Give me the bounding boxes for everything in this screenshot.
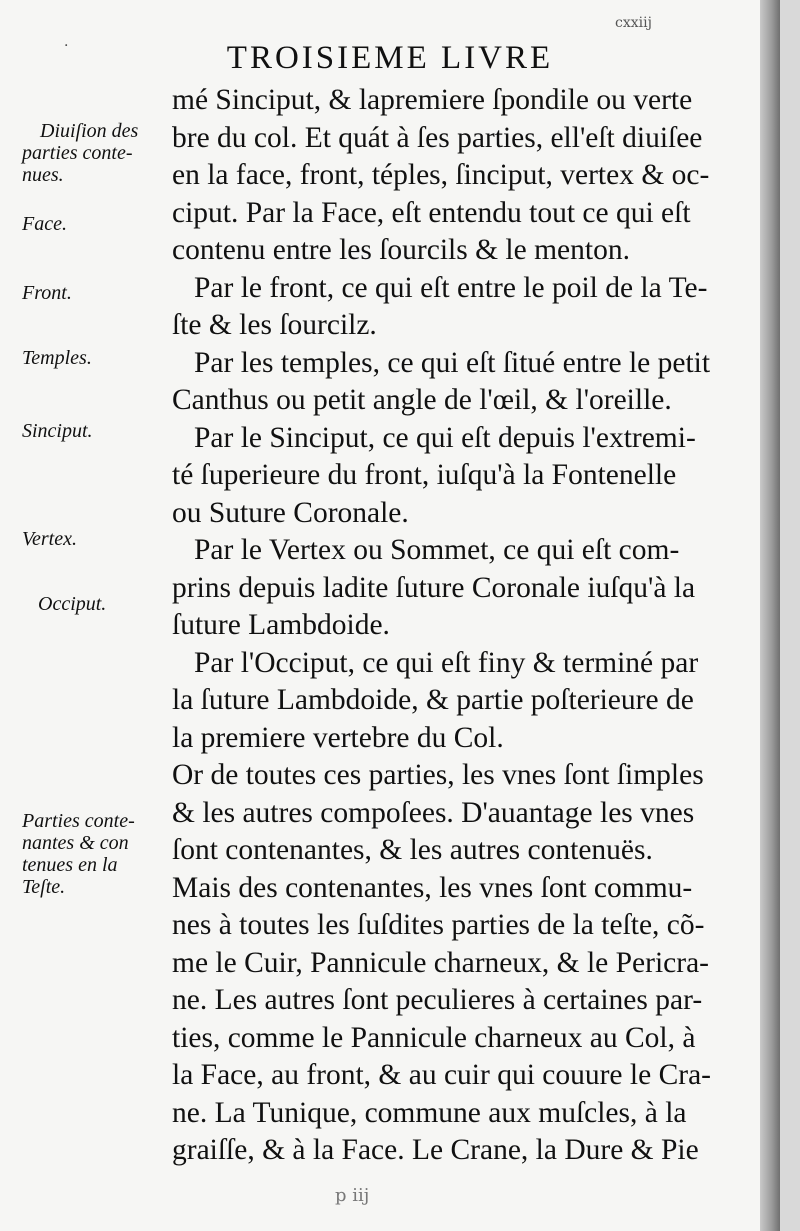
margin-note-line: Sinciput. xyxy=(22,420,93,442)
text-line: me le Cuir, Pannicule charneux, & le Pericra- xyxy=(172,946,709,979)
text-line: Par le Sinciput, ce qui eſt depuis l'extremi- xyxy=(194,421,696,454)
text-line: graiſſe, & à la Face. Le Crane, la Dure & Pie xyxy=(172,1134,699,1166)
text-line: prins depuis ladite ſuture Coronale iuſqu'à la xyxy=(172,571,696,604)
corner-mark: · xyxy=(64,38,69,54)
margin-note-line: parties conte- xyxy=(22,142,133,164)
margin-note-line: Face. xyxy=(22,213,67,235)
margin-note-diuision xyxy=(22,120,138,186)
text-line: contenu entre les ſourcils & le menton. xyxy=(172,234,630,266)
margin-note-line: Parties conte- xyxy=(22,810,135,832)
text-line: la ſuture Lambdoide, & partie poſterieure de xyxy=(172,684,694,716)
text-line: mé Sinciput, & lapremiere ſpondile ou verte xyxy=(172,84,693,116)
margin-note-line: Front. xyxy=(22,282,72,304)
folio-number: cxxiij xyxy=(615,15,652,31)
margin-note-line: Temples. xyxy=(22,347,92,369)
margin-note-line: tenues en la xyxy=(22,854,118,876)
text-line: Par le Vertex ou Sommet, ce qui eſt com- xyxy=(194,534,680,566)
text-line: Par l'Occiput, ce qui eſt finy & terminé par xyxy=(194,646,699,679)
text-line: bre du col. Et quát à ſes parties, ell'eſt diuiſee xyxy=(172,121,703,154)
margin-note-line: nues. xyxy=(22,164,64,186)
margin-note-line: Occiput. xyxy=(38,593,107,615)
text-line: Canthus ou petit angle de l'œil, & l'oreille. xyxy=(172,384,672,416)
text-line: Mais des contenantes, les vnes ſont commu- xyxy=(172,871,693,904)
text-line: Par le front, ce qui eſt entre le poil de la Te- xyxy=(194,271,708,304)
text-line: en la face, front, téples, ſinciput, vertex & oc- xyxy=(172,159,710,191)
margin-note-sinciput xyxy=(22,420,93,442)
text-line: ou Suture Coronale. xyxy=(172,496,409,529)
text-line: ne. Les autres ſont peculieres à certaines par- xyxy=(172,984,703,1016)
margin-note-line: Teſte. xyxy=(22,876,66,898)
margin-note-temples xyxy=(22,347,92,369)
body-text xyxy=(172,82,767,1170)
running-header: TROISIEME LIVRE xyxy=(226,40,554,76)
text-line: ties, comme le Pannicule charneux au Col, à xyxy=(172,1021,696,1054)
margin-note-line: nantes & con xyxy=(22,832,129,854)
text-line: nes à toutes les ſuſdites parties de la teſte, cõ- xyxy=(172,909,705,941)
margin-note-line: Diuiſion des xyxy=(40,120,139,142)
margin-note-face xyxy=(22,213,67,235)
signature-mark: p iij xyxy=(335,1185,370,1206)
text-line: ſte & les ſourcilz. xyxy=(172,309,377,341)
text-line: ſont contenantes, & les autres contenuës. xyxy=(172,834,653,866)
text-line: la premiere vertebre du Col. xyxy=(172,721,504,754)
text-line: té ſuperieure du front, iuſqu'à la Fontenelle xyxy=(172,459,677,491)
page-edge xyxy=(760,0,780,1231)
text-line: ciput. Par la Face, eſt entendu tout ce qui eſt xyxy=(172,196,691,229)
text-line: ſuture Lambdoide. xyxy=(172,609,390,641)
margin-note-parties xyxy=(22,810,135,898)
text-line: Or de toutes ces parties, les vnes ſont ſimples xyxy=(172,759,704,791)
margin-note-vertex xyxy=(22,528,77,550)
margin-note-front xyxy=(22,282,72,304)
margin-note-occiput xyxy=(38,593,106,615)
text-line: & les autres compoſees. D'auantage les vnes xyxy=(172,796,695,829)
text-line: Par les temples, ce qui eſt ſitué entre le petit xyxy=(194,346,711,379)
text-line: ne. La Tunique, commune aux muſcles, à la xyxy=(172,1096,687,1129)
text-line: la Face, au front, & au cuir qui couure le Cra- xyxy=(172,1059,711,1091)
margin-note-line: Vertex. xyxy=(22,528,77,550)
